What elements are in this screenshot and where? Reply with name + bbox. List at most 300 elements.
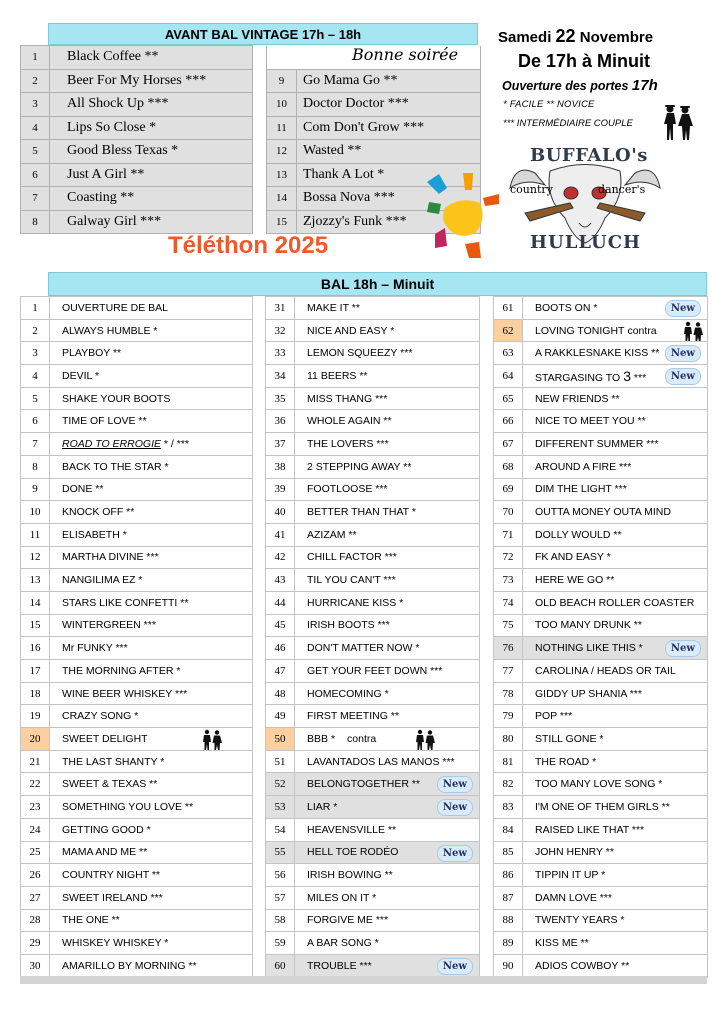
song-number: 20 — [21, 728, 50, 751]
table-row — [266, 886, 480, 909]
song-title-cell — [295, 433, 480, 456]
new-badge: New — [437, 958, 473, 975]
song-title-cell — [50, 501, 253, 524]
song-number: 2 — [21, 69, 50, 93]
song-title: Com Don't Grow *** — [297, 116, 481, 140]
table-row — [21, 614, 253, 637]
song-title-cell — [50, 319, 253, 342]
song-number: 64 — [494, 365, 523, 388]
song-title: TROUBLE *** — [307, 959, 372, 972]
song-number: 12 — [21, 546, 50, 569]
song-title-cell — [295, 660, 480, 683]
song-title-cell — [523, 591, 708, 614]
table-row — [494, 864, 708, 887]
song-title-cell — [295, 750, 480, 773]
song-title: LEMON SQUEEZY *** — [307, 347, 413, 360]
song-title: NICE AND EASY * — [307, 324, 395, 337]
song-title: NEW FRIENDS ** — [535, 392, 620, 405]
song-title: MAKE IT ** — [307, 301, 360, 314]
song-title: TWENTY YEARS * — [535, 914, 625, 927]
song-number: 44 — [266, 591, 295, 614]
song-title: FORGIVE ME *** — [307, 914, 389, 927]
table-row — [494, 297, 708, 320]
song-number: 69 — [494, 478, 523, 501]
song-number: 87 — [494, 886, 523, 909]
song-title-cell — [295, 796, 480, 819]
song-title: DONE ** — [62, 483, 104, 496]
song-title: HOMECOMING * — [307, 687, 389, 700]
song-number: 8 — [21, 210, 50, 234]
vintage-row — [21, 93, 481, 117]
song-title-cell — [50, 705, 253, 728]
song-number: 2 — [21, 319, 50, 342]
song-title-cell — [523, 728, 708, 751]
table-row — [494, 750, 708, 773]
song-number: 6 — [21, 410, 50, 433]
song-title: NANGILIMA EZ * — [62, 574, 143, 587]
table-row — [494, 773, 708, 796]
song-title: Lips So Close * — [50, 116, 253, 140]
table-row — [21, 387, 253, 410]
table-row — [21, 864, 253, 887]
table-row — [266, 319, 480, 342]
song-number: 75 — [494, 614, 523, 637]
song-number: 36 — [266, 410, 295, 433]
song-title-cell — [295, 705, 480, 728]
song-title-cell — [295, 501, 480, 524]
table-row — [494, 796, 708, 819]
couple-dance-icon — [413, 729, 437, 750]
spacer — [253, 93, 267, 117]
table-row — [21, 319, 253, 342]
song-title: STARS LIKE CONFETTI ** — [62, 596, 189, 609]
song-title: HEAVENSVILLE ** — [307, 823, 397, 836]
spacer — [253, 210, 267, 234]
song-title-cell — [523, 455, 708, 478]
table-row — [494, 478, 708, 501]
song-number: 86 — [494, 864, 523, 887]
song-number: 5 — [21, 387, 50, 410]
song-title: HURRICANE KISS * — [307, 596, 404, 609]
table-row — [266, 864, 480, 887]
vintage-row — [21, 140, 481, 164]
song-title: NOTHING LIKE THIS * — [535, 642, 643, 655]
song-number: 29 — [21, 932, 50, 955]
telethon-logo — [425, 168, 500, 260]
song-number: 50 — [266, 728, 295, 751]
song-number: 51 — [266, 750, 295, 773]
couple-dance-icon — [681, 321, 705, 342]
song-title-cell — [50, 909, 253, 932]
song-title-cell — [295, 569, 480, 592]
table-row — [21, 342, 253, 365]
song-title-cell — [523, 750, 708, 773]
song-title-cell — [523, 637, 708, 660]
table-row — [21, 410, 253, 433]
song-number: 11 — [21, 523, 50, 546]
song-title-cell — [295, 954, 480, 977]
song-number: 61 — [494, 297, 523, 320]
spacer — [253, 46, 267, 70]
song-title: BELONGTOGETHER ** — [307, 778, 420, 791]
song-number: 72 — [494, 546, 523, 569]
table-row — [21, 501, 253, 524]
table-row — [266, 773, 480, 796]
song-title: IRISH BOWING ** — [307, 869, 393, 882]
table-row — [494, 614, 708, 637]
song-title-cell — [523, 342, 708, 365]
table-row — [21, 705, 253, 728]
song-title: BETTER THAN THAT * — [307, 506, 416, 519]
table-row — [21, 954, 253, 977]
song-number: 1 — [21, 297, 50, 320]
song-title: Black Coffee ** — [50, 46, 253, 70]
song-number: 78 — [494, 682, 523, 705]
song-number: 70 — [494, 501, 523, 524]
song-number: 67 — [494, 433, 523, 456]
song-title-cell — [50, 660, 253, 683]
table-row — [21, 750, 253, 773]
song-title: AMARILLO BY MORNING ** — [62, 959, 197, 972]
song-title-cell — [50, 818, 253, 841]
song-title-cell — [50, 523, 253, 546]
table-row — [21, 523, 253, 546]
song-title: WINE BEER WHISKEY *** — [62, 687, 188, 700]
levels-legend-1: * FACILE ** NOVICE — [503, 99, 595, 110]
table-row — [266, 682, 480, 705]
song-title: SWEET IRELAND *** — [62, 891, 163, 904]
table-row — [21, 546, 253, 569]
song-number: 68 — [494, 455, 523, 478]
song-column-3 — [493, 296, 708, 978]
song-title: OLD BEACH ROLLER COASTER — [535, 596, 695, 609]
table-row — [266, 660, 480, 683]
table-row — [494, 841, 708, 864]
song-title-cell — [295, 546, 480, 569]
song-title-cell — [295, 932, 480, 955]
table-row — [21, 297, 253, 320]
song-title: SOMETHING YOU LOVE ** — [62, 800, 194, 813]
contra-label: contra — [627, 324, 657, 337]
song-number: 35 — [266, 387, 295, 410]
song-title-cell — [295, 773, 480, 796]
song-number: 41 — [266, 523, 295, 546]
new-badge: New — [437, 776, 473, 793]
song-title-cell — [50, 796, 253, 819]
song-number: 25 — [21, 841, 50, 864]
song-title-cell — [50, 682, 253, 705]
song-title: KNOCK OFF ** — [62, 506, 135, 519]
table-row — [21, 682, 253, 705]
song-title: Zjozzy's Funk *** — [297, 210, 481, 234]
song-number: 39 — [266, 478, 295, 501]
song-number: 10 — [21, 501, 50, 524]
song-title: LOVING TONIGHT — [535, 324, 625, 337]
song-title: MILES ON IT * — [307, 891, 377, 904]
song-title-cell — [523, 682, 708, 705]
song-number: 42 — [266, 546, 295, 569]
logo-subtitle-left: country — [510, 183, 553, 196]
table-row — [21, 365, 253, 388]
song-title: Just A Girl ** — [50, 163, 253, 187]
song-number: 37 — [266, 433, 295, 456]
song-number: 28 — [21, 909, 50, 932]
table-row — [266, 637, 480, 660]
song-title: BOOTS ON * — [535, 301, 598, 314]
song-title: WINTERGREEN *** — [62, 619, 156, 632]
song-title-cell — [50, 478, 253, 501]
song-title: Good Bless Texas * — [50, 140, 253, 164]
song-number: 13 — [21, 569, 50, 592]
table-row — [21, 637, 253, 660]
song-number: 9 — [21, 478, 50, 501]
new-badge: New — [665, 300, 701, 317]
song-title: JOHN HENRY ** — [535, 846, 614, 859]
song-title: SWEET & TEXAS ** — [62, 778, 158, 791]
song-title-cell — [523, 297, 708, 320]
table-row — [21, 455, 253, 478]
song-title: I'M ONE OF THEM GIRLS ** — [535, 800, 670, 813]
table-row — [266, 750, 480, 773]
song-title: DAMN LOVE *** — [535, 891, 613, 904]
table-row — [494, 569, 708, 592]
song-title: OUVERTURE DE BAL — [62, 301, 168, 314]
song-number: 7 — [21, 187, 50, 211]
song-number: 60 — [266, 954, 295, 977]
song-number: 21 — [21, 750, 50, 773]
song-title: CHILL FACTOR *** — [307, 551, 397, 564]
song-title-cell — [50, 886, 253, 909]
song-number: 48 — [266, 682, 295, 705]
song-number: 7 — [21, 433, 50, 456]
table-row — [494, 818, 708, 841]
song-title: BACK TO THE STAR * — [62, 460, 169, 473]
song-title-cell — [50, 342, 253, 365]
song-number: 4 — [21, 365, 50, 388]
song-column-2 — [265, 296, 480, 978]
song-title-cell — [523, 523, 708, 546]
song-title: Coasting ** — [50, 187, 253, 211]
song-number: 85 — [494, 841, 523, 864]
table-row — [266, 909, 480, 932]
song-title: POP *** — [535, 710, 573, 723]
table-row — [21, 909, 253, 932]
song-title: WHOLE AGAIN ** — [307, 415, 392, 428]
table-row — [266, 614, 480, 637]
new-badge: New — [665, 368, 701, 385]
song-title-cell — [523, 319, 708, 342]
doors-opening: Ouverture des portes 17h — [502, 77, 658, 94]
table-row — [266, 455, 480, 478]
vintage-row — [21, 69, 481, 93]
song-title-cell — [295, 818, 480, 841]
song-title: MISS THANG *** — [307, 392, 388, 405]
table-row — [494, 387, 708, 410]
song-title-cell — [523, 796, 708, 819]
spacer — [253, 187, 267, 211]
song-number: 5 — [21, 140, 50, 164]
song-title: OUTTA MONEY OUTA MIND — [535, 506, 671, 519]
song-number: 79 — [494, 705, 523, 728]
song-title-cell — [295, 728, 480, 751]
table-row — [266, 410, 480, 433]
song-number: 56 — [266, 864, 295, 887]
song-title-cell — [523, 909, 708, 932]
song-title-cell — [523, 478, 708, 501]
song-number: 17 — [21, 660, 50, 683]
vintage-table — [20, 45, 481, 234]
table-row — [494, 433, 708, 456]
song-title-cell — [50, 410, 253, 433]
table-row — [494, 455, 708, 478]
table-row — [494, 954, 708, 977]
new-badge: New — [437, 845, 473, 862]
song-title: Go Mama Go ** — [297, 69, 481, 93]
song-title-cell — [295, 319, 480, 342]
song-title-cell — [523, 387, 708, 410]
song-title: KISS ME ** — [535, 937, 589, 950]
song-title-cell — [295, 886, 480, 909]
song-title: MARTHA DIVINE *** — [62, 551, 159, 564]
song-title: CAROLINA / HEADS OR TAIL — [535, 664, 676, 677]
song-title-cell — [523, 818, 708, 841]
song-title: AZIZAM ** — [307, 528, 357, 541]
song-title: THE ROAD * — [535, 755, 597, 768]
table-row — [494, 728, 708, 751]
song-title: All Shock Up *** — [50, 93, 253, 117]
song-title: ROAD TO ERROGIE — [62, 437, 161, 450]
table-row — [266, 342, 480, 365]
song-number: 49 — [266, 705, 295, 728]
song-title-cell — [295, 297, 480, 320]
song-title-cell — [50, 455, 253, 478]
song-number: 8 — [21, 455, 50, 478]
vintage-row — [21, 210, 481, 234]
song-title: GETTING GOOD * — [62, 823, 151, 836]
table-row — [21, 841, 253, 864]
table-row — [21, 433, 253, 456]
song-title: COUNTRY NIGHT ** — [62, 869, 161, 882]
song-number: 16 — [21, 637, 50, 660]
song-title-cell — [295, 387, 480, 410]
song-number: 89 — [494, 932, 523, 955]
song-number: 88 — [494, 909, 523, 932]
song-level: *** — [630, 371, 647, 384]
table-row — [494, 705, 708, 728]
song-number: 15 — [267, 210, 297, 234]
table-row — [494, 637, 708, 660]
table-row — [494, 410, 708, 433]
song-title-cell — [523, 932, 708, 955]
spacer — [253, 163, 267, 187]
song-title-cell — [295, 841, 480, 864]
table-row — [494, 342, 708, 365]
table-row — [21, 660, 253, 683]
table-row — [21, 773, 253, 796]
song-title: TIPPIN IT UP * — [535, 869, 606, 882]
couple-dance-icon — [200, 729, 224, 750]
event-hours: De 17h à Minuit — [518, 51, 651, 71]
song-title-cell — [295, 478, 480, 501]
song-title-cell — [523, 501, 708, 524]
table-row — [266, 365, 480, 388]
table-row — [21, 591, 253, 614]
song-title-cell — [50, 637, 253, 660]
song-title-cell — [50, 932, 253, 955]
bottom-bar — [20, 976, 707, 984]
table-row — [266, 546, 480, 569]
table-row — [21, 728, 253, 751]
song-title: LIAR * — [307, 800, 338, 813]
song-number: 9 — [267, 69, 297, 93]
table-row — [494, 319, 708, 342]
song-number: 6 — [21, 163, 50, 187]
song-title: PLAYBOY ** — [62, 347, 122, 360]
vintage-header: AVANT BAL VINTAGE 17h – 18h — [48, 23, 478, 45]
song-title-cell — [295, 591, 480, 614]
song-title-cell — [523, 569, 708, 592]
song-title: GET YOUR FEET DOWN *** — [307, 664, 443, 677]
song-title-cell — [295, 342, 480, 365]
song-title: A RAKKLESNAKE KISS ** — [535, 347, 660, 360]
song-title: FOOTLOOSE *** — [307, 483, 388, 496]
song-number: 34 — [266, 365, 295, 388]
song-number: 11 — [267, 116, 297, 140]
song-title: TOO MANY DRUNK ** — [535, 619, 642, 632]
vintage-row — [21, 187, 481, 211]
song-title-cell — [523, 660, 708, 683]
song-title: Galway Girl *** — [50, 210, 253, 234]
song-number: 77 — [494, 660, 523, 683]
song-title-cell — [50, 750, 253, 773]
song-number: 82 — [494, 773, 523, 796]
song-title-cell — [295, 455, 480, 478]
song-number: 27 — [21, 886, 50, 909]
table-row — [266, 569, 480, 592]
song-number: 74 — [494, 591, 523, 614]
song-title-cell — [295, 523, 480, 546]
table-row — [494, 365, 708, 388]
song-number: 32 — [266, 319, 295, 342]
song-number: 62 — [494, 319, 523, 342]
song-number: 66 — [494, 410, 523, 433]
song-title: AROUND A FIRE *** — [535, 460, 632, 473]
table-row — [266, 841, 480, 864]
song-title-cell — [50, 546, 253, 569]
vintage-row — [21, 163, 481, 187]
song-title: HERE WE GO ** — [535, 574, 615, 587]
song-title-cell — [295, 864, 480, 887]
song-number: 26 — [21, 864, 50, 887]
table-row — [266, 932, 480, 955]
song-title: 2 STEPPING AWAY ** — [307, 460, 412, 473]
table-row — [494, 909, 708, 932]
dancing-couple-icon — [660, 104, 696, 142]
song-number: 3 — [21, 93, 50, 117]
song-title-cell — [50, 864, 253, 887]
song-title: THE LOVERS *** — [307, 437, 389, 450]
table-row — [494, 546, 708, 569]
contra-label: contra — [347, 732, 377, 745]
song-title: RAISED LIKE THAT *** — [535, 823, 645, 836]
song-number: 63 — [494, 342, 523, 365]
table-row — [494, 501, 708, 524]
song-number: 80 — [494, 728, 523, 751]
song-title: TOO MANY LOVE SONG * — [535, 778, 663, 791]
song-title: Mr FUNKY *** — [62, 642, 128, 655]
telethon-title: Téléthon 2025 — [168, 232, 329, 259]
levels-legend-2: *** INTERMÉDIAIRE COUPLE — [503, 118, 633, 129]
